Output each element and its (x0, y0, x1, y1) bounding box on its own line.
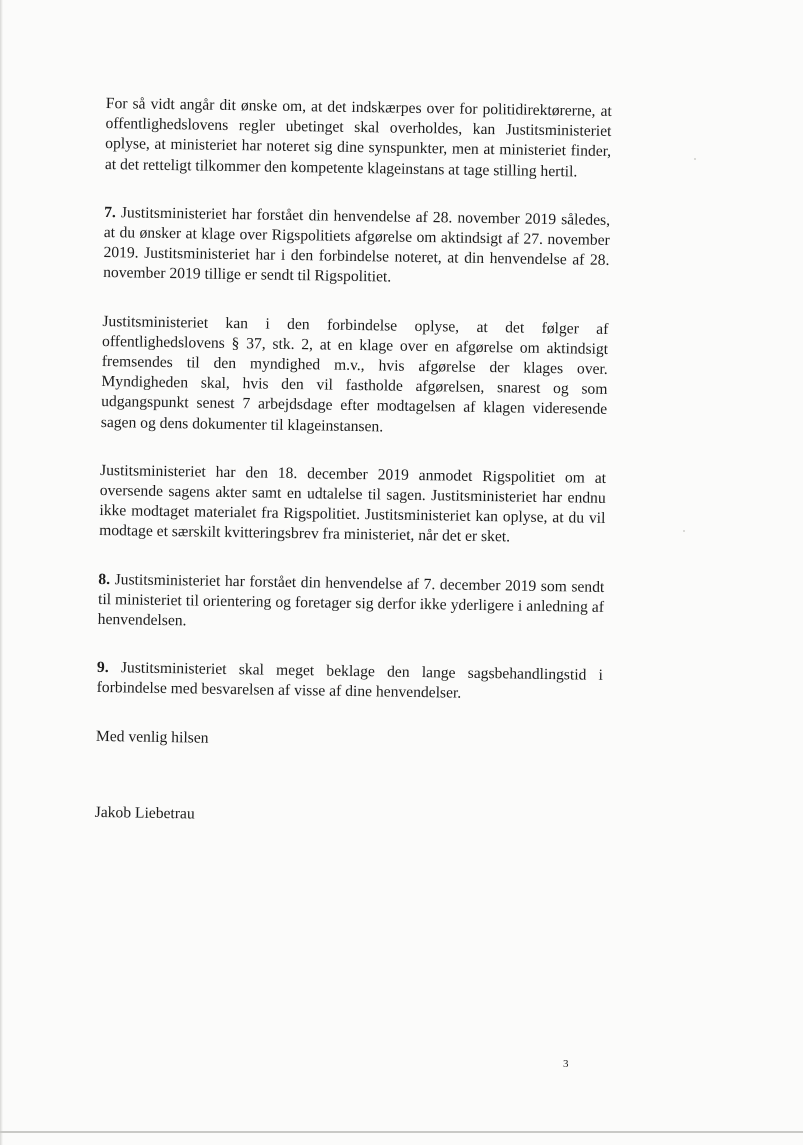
paragraph-text: Justitsministeriet har den 18. december 2019 anmodet Rigspolitiet om at oversende sagens akter samt en udtalelse til sagen. Justitsministeriet har endnu ikke modtaget materialet fra Rigspolitiet. Justitsministeriet kan oplyse, at du vil modtage et særskilt kvitteringsbrev fra ministeriet, når det er sket. (99, 461, 607, 546)
paragraph (99, 461, 606, 550)
page-number: 3 (563, 1058, 569, 1070)
paragraph (105, 94, 612, 183)
paragraph (97, 658, 604, 706)
paragraph-text: Justitsministeriet kan i den forbindelse oplyse, at det følger af offentlighedslovens § 37, stk. 2, at en klage over en afgørelse om aktindsigt fremsendes til den myndighed m.v., hvis afgørelse der klages over. Myndigheden skal, hvis den vil fastholde afgørelsen, snarest og som udgangspunkt senest 7 arbejdsdage efter modtagelsen af klagen videresende sagen og dens dokumenter til klageinstansen. (100, 312, 609, 436)
scan-speck (683, 530, 685, 532)
paragraph-text: Justitsministeriet har forstået din henvendelse af 28. november 2019 således, at du ønsker at klage over Rigspolitiets afgørelse om aktindsigt af 27. november 2019. Justitsministeriet har i den forbindelse noteret, at din henvendelse af 28. november 2019 tillige er sendt til Rigspolitiet. (103, 204, 611, 286)
scan-bottom-edge (0, 1131, 803, 1133)
closing-salutation: Med venlig hilsen (95, 727, 209, 747)
paragraph-number: 8. (98, 570, 111, 588)
paragraph-text: Justitsministeriet har forstået din henvendelse af 7. december 2019 som sendt til ministeriet til orientering og foretager sig derfor ikke yderligere i anledning af henvendelsen. (97, 570, 605, 630)
paragraph-text: For så vidt angår dit ønske om, at det indskærpes over for politidirektørerne, at offentlighedslovens regler ubetinget skal overholdes, kan Justitsministeriet oplyse, at ministeriet har noteret sig dine synspunkter, men at ministeriet finder, at det retteligt tilkommer den kompetente klageinstans at tage stilling hertil. (104, 94, 612, 181)
paragraph (103, 203, 610, 292)
paragraph-number: 7. (104, 203, 116, 221)
scan-edge (0, 0, 3, 1145)
paragraph (101, 312, 609, 441)
paragraph (98, 570, 605, 639)
paragraph-text: Justitsministeriet skal meget beklage den lange sagsbehandlingstid i forbindelse med besvarelsen af visse af dine henvendelser. (96, 659, 604, 703)
paragraph-number: 9. (96, 659, 109, 677)
signature-name: Jakob Liebetrau (94, 803, 195, 823)
scan-speck (694, 158, 696, 160)
letter-body (95, 94, 612, 831)
